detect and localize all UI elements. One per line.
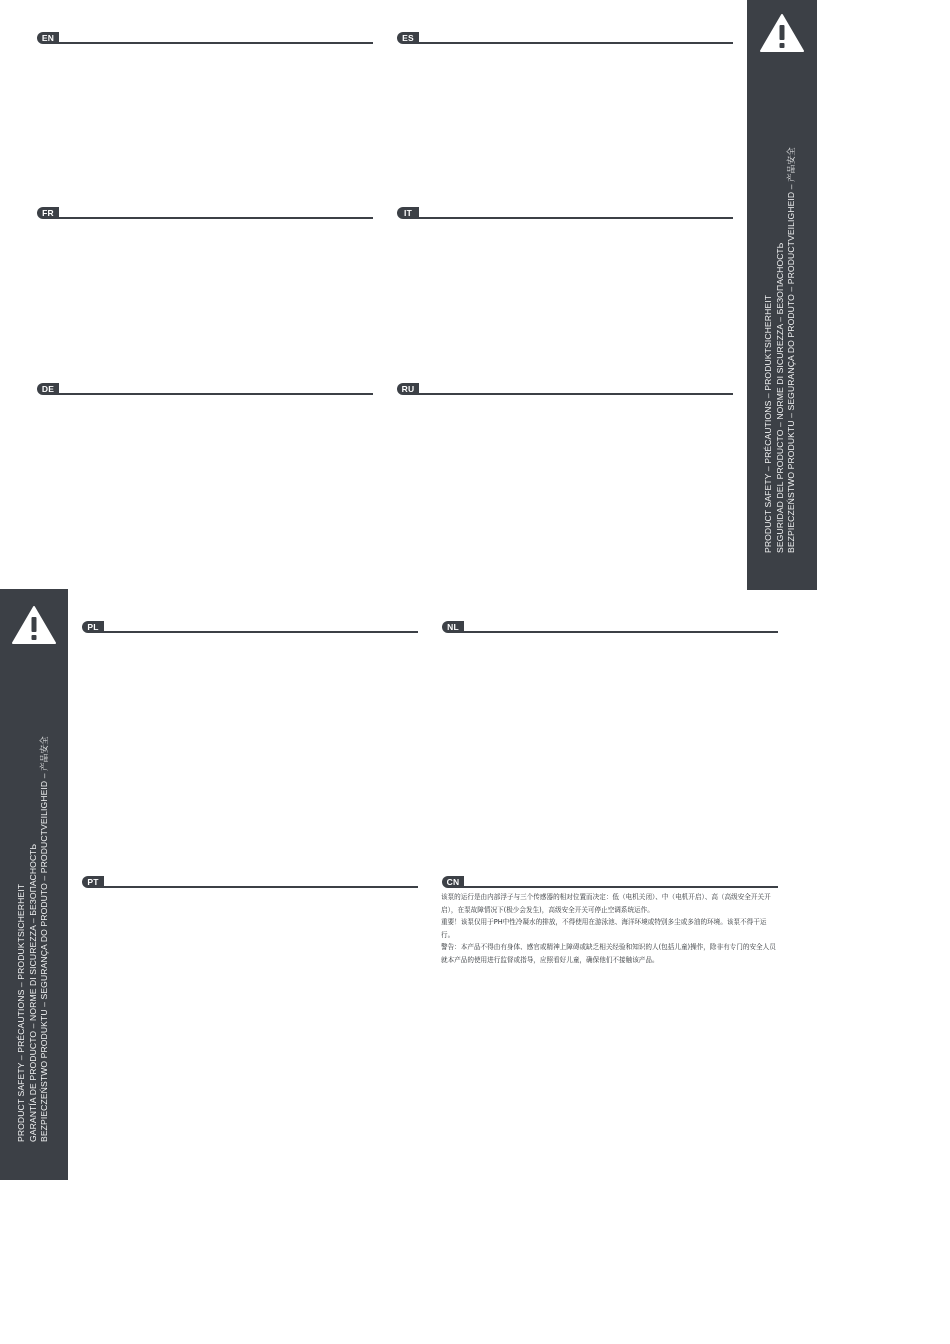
language-badge-pt: PT: [82, 876, 104, 888]
section-header-es: [397, 32, 733, 46]
band-line: GARANTÍA DE PRODUCTO – NORME DI SICUREZZA – БЕЗОПАСНОСТЬ: [27, 843, 38, 1142]
section-header-ru: [397, 383, 733, 397]
cn-paragraph-operation: 该泵的运行是由内部浮子与三个传感器的相对位置而决定：低（电机关闭）、中（电机开启）、高（高级安全开关开启），在泵故障情况下(极少会发生)，高级安全开关可停止空调系统运作。: [441, 893, 771, 914]
section-rule: [100, 631, 418, 633]
section-header-fr: [37, 207, 373, 221]
band-line: PRODUCT SAFETY – PRÉCAUTIONS – PRODUKTSICHERHEIT: [763, 294, 773, 553]
warning-triangle-icon: [759, 13, 805, 53]
warning-triangle-icon: [11, 605, 57, 645]
band-text-bottom: [16, 736, 51, 1142]
section-rule: [55, 217, 373, 219]
safety-band-top: [747, 0, 817, 590]
section-rule: [100, 886, 418, 888]
band-text-top: [763, 147, 798, 553]
language-badge-nl: NL: [442, 621, 464, 633]
section-rule: [415, 217, 733, 219]
section-header-pl: [82, 621, 418, 635]
language-badge-en: EN: [37, 32, 59, 44]
band-line: BEZPIECZEŃSTWO PRODUKTU – SEGURANÇA DO PRODUTO – PRODUCTVEILIGHEID – 产品安全: [39, 736, 50, 1142]
section-rule: [460, 631, 778, 633]
language-badge-de: DE: [37, 383, 59, 395]
language-badge-cn: CN: [442, 876, 464, 888]
section-header-it: [397, 207, 733, 221]
language-badge-fr: FR: [37, 207, 59, 219]
language-badge-it: IT: [397, 207, 419, 219]
cn-paragraph-important: 重要！该泵仅用于PH中性冷凝水的排放，不得使用在游泳池、海洋环境或特别多尘或多油的环境。该泵不得干运行。: [441, 918, 767, 939]
band-line: PRODUCT SAFETY – PRÉCAUTIONS – PRODUKTSICHERHEIT: [16, 883, 26, 1142]
section-rule: [415, 42, 733, 44]
section-header-pt: [82, 876, 418, 890]
cn-section-body: [441, 891, 779, 967]
band-line: BEZPIECZEŃSTWO PRODUKTU – SEGURANÇA DO PRODUTO – PRODUCTVEILIGHEID – 产品安全: [786, 147, 797, 553]
section-rule: [415, 393, 733, 395]
safety-band-bottom: [0, 589, 68, 1180]
cn-paragraph-warning: 警告：本产品不得由有身体、感官或精神上障碍或缺乏相关经验和知识的人(包括儿童)操作，除非有专门的安全人员就本产品的使用进行监督或指导，应照看好儿童，确保他们不接触该产品。: [441, 943, 776, 964]
band-line: SEGURIDAD DEL PRODUCTO – NORME DI SICUREZZA – БЕЗОПАСНОСТЬ: [774, 242, 785, 553]
language-badge-es: ES: [397, 32, 419, 44]
section-header-cn: [442, 876, 778, 890]
language-badge-ru: RU: [397, 383, 419, 395]
section-rule: [460, 886, 778, 888]
section-rule: [55, 393, 373, 395]
section-header-nl: [442, 621, 778, 635]
language-badge-pl: PL: [82, 621, 104, 633]
section-header-en: [37, 32, 373, 46]
section-header-de: [37, 383, 373, 397]
section-rule: [55, 42, 373, 44]
